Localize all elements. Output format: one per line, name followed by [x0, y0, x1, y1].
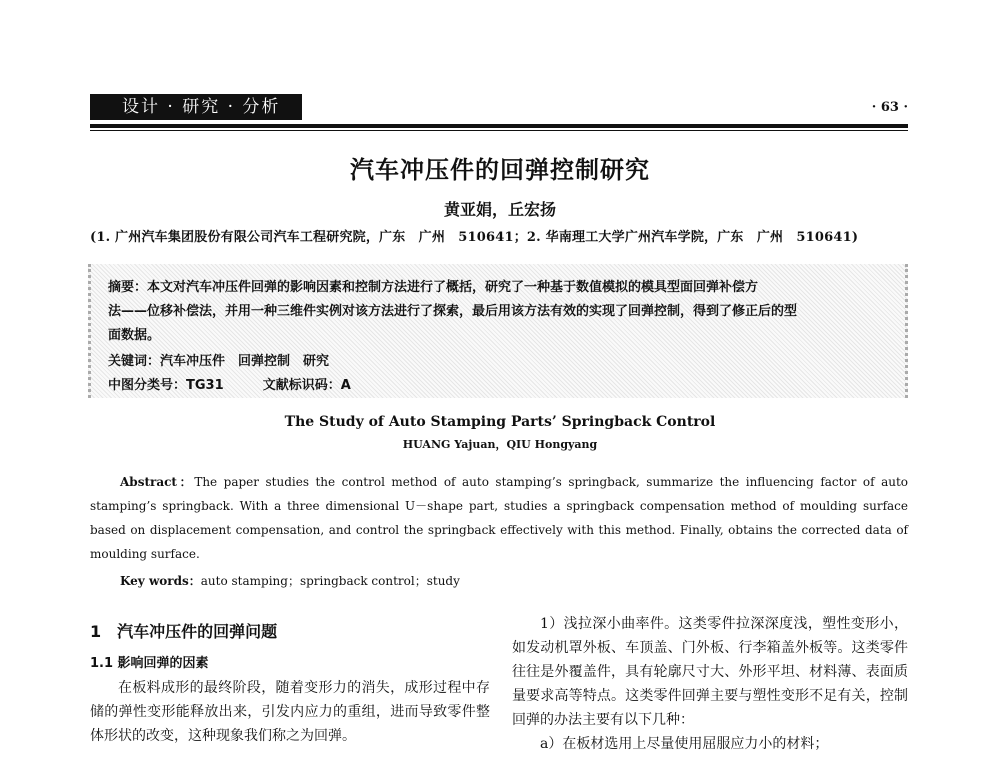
section-label-band: 设计 · 研究 · 分析 [90, 94, 302, 120]
doc-code-label: 文献标识码： [262, 378, 341, 393]
authors: 黄亚娟，丘宏扬 [443, 200, 556, 219]
header-rule-thick [90, 124, 908, 128]
classification-line [108, 374, 351, 393]
paper-title: 汽车冲压件的回弹控制研究 [350, 156, 650, 184]
clc-value: TG31 [186, 378, 224, 393]
right-paragraph: 1）浅拉深小曲率件。这类零件拉深深度浅，塑性变形小，如发动机罩外板、车顶盖、门外板、行李箱盖外板等。这类零件往往是外覆盖件，具有轮廓尺寸大、外形平坦、材料薄、表面质量要求高等特点。这类零件回弹主要与塑性变形不足有关，控制回弹的办法主要有以下几种： [512, 616, 908, 728]
english-keywords-label: Key words： [120, 574, 201, 588]
left-paragraph: 在板料成形的最终阶段，随着变形力的消失，成形过程中存储的弹性变形能释放出来，引发内应力的重组，进而导致零件整体形状的改变，这种现象我们称之为回弹。 [90, 680, 490, 744]
english-abstract-text: The paper studies the control method of auto stamping’s springback, summarize the influencing factor of auto stamping’s springback. With a three dimensional U－shape part, studies a springback compensation method of moulding surface based on displacement compensation, and control the springback effectively with this method. Finally, obtains the corrected data of moulding surface. [90, 475, 909, 561]
abstract-label: 摘要： [108, 280, 148, 295]
keywords-text: 汽车冲压件 回弹控制 研究 [160, 354, 330, 369]
english-keywords [120, 572, 460, 589]
body-right-column [512, 612, 908, 756]
keywords-line [108, 350, 329, 369]
abstract-line-1 [108, 276, 758, 295]
doc-code-value: A [340, 378, 351, 393]
right-item-a: a）在板材选用上尽量使用屈服应力小的材料； [540, 736, 829, 752]
keywords-label: 关键词： [108, 354, 161, 369]
header-rule-thin [90, 130, 908, 131]
english-abstract-label: Abstract： [120, 475, 195, 489]
english-title: The Study of Auto Stamping Parts’ Springback Control [284, 414, 716, 430]
subsection-1-1-heading: 1.1 影响回弹的因素 [90, 656, 209, 671]
body-left-column [90, 612, 490, 748]
english-authors: HUANG Yajuan，QIU Hongyang [402, 438, 598, 451]
abstract-line-2: 法——位移补偿法，并用一种三维件实例对该方法进行了探索，最后用该方法有效的实现了回弹控制，得到了修正后的型 [108, 304, 798, 319]
clc-label: 中图分类号： [108, 378, 187, 393]
english-abstract [90, 470, 908, 566]
page-number: · 63 · [871, 100, 908, 115]
abstract-text-1: 本文对汽车冲压件回弹的影响因素和控制方法进行了概括，研究了一种基于数值模拟的模具型面回弹补偿方 [147, 280, 759, 295]
section-1-heading: 1 汽车冲压件的回弹问题 [90, 622, 278, 641]
affiliation: (1. 广州汽车集团股份有限公司汽车工程研究院，广东 广州 510641；2. 华南理工大学广州汽车学院，广东 广州 510641) [90, 230, 859, 245]
english-keywords-text: auto stamping；springback control；study [200, 574, 460, 588]
abstract-line-3: 面数据。 [108, 328, 161, 343]
